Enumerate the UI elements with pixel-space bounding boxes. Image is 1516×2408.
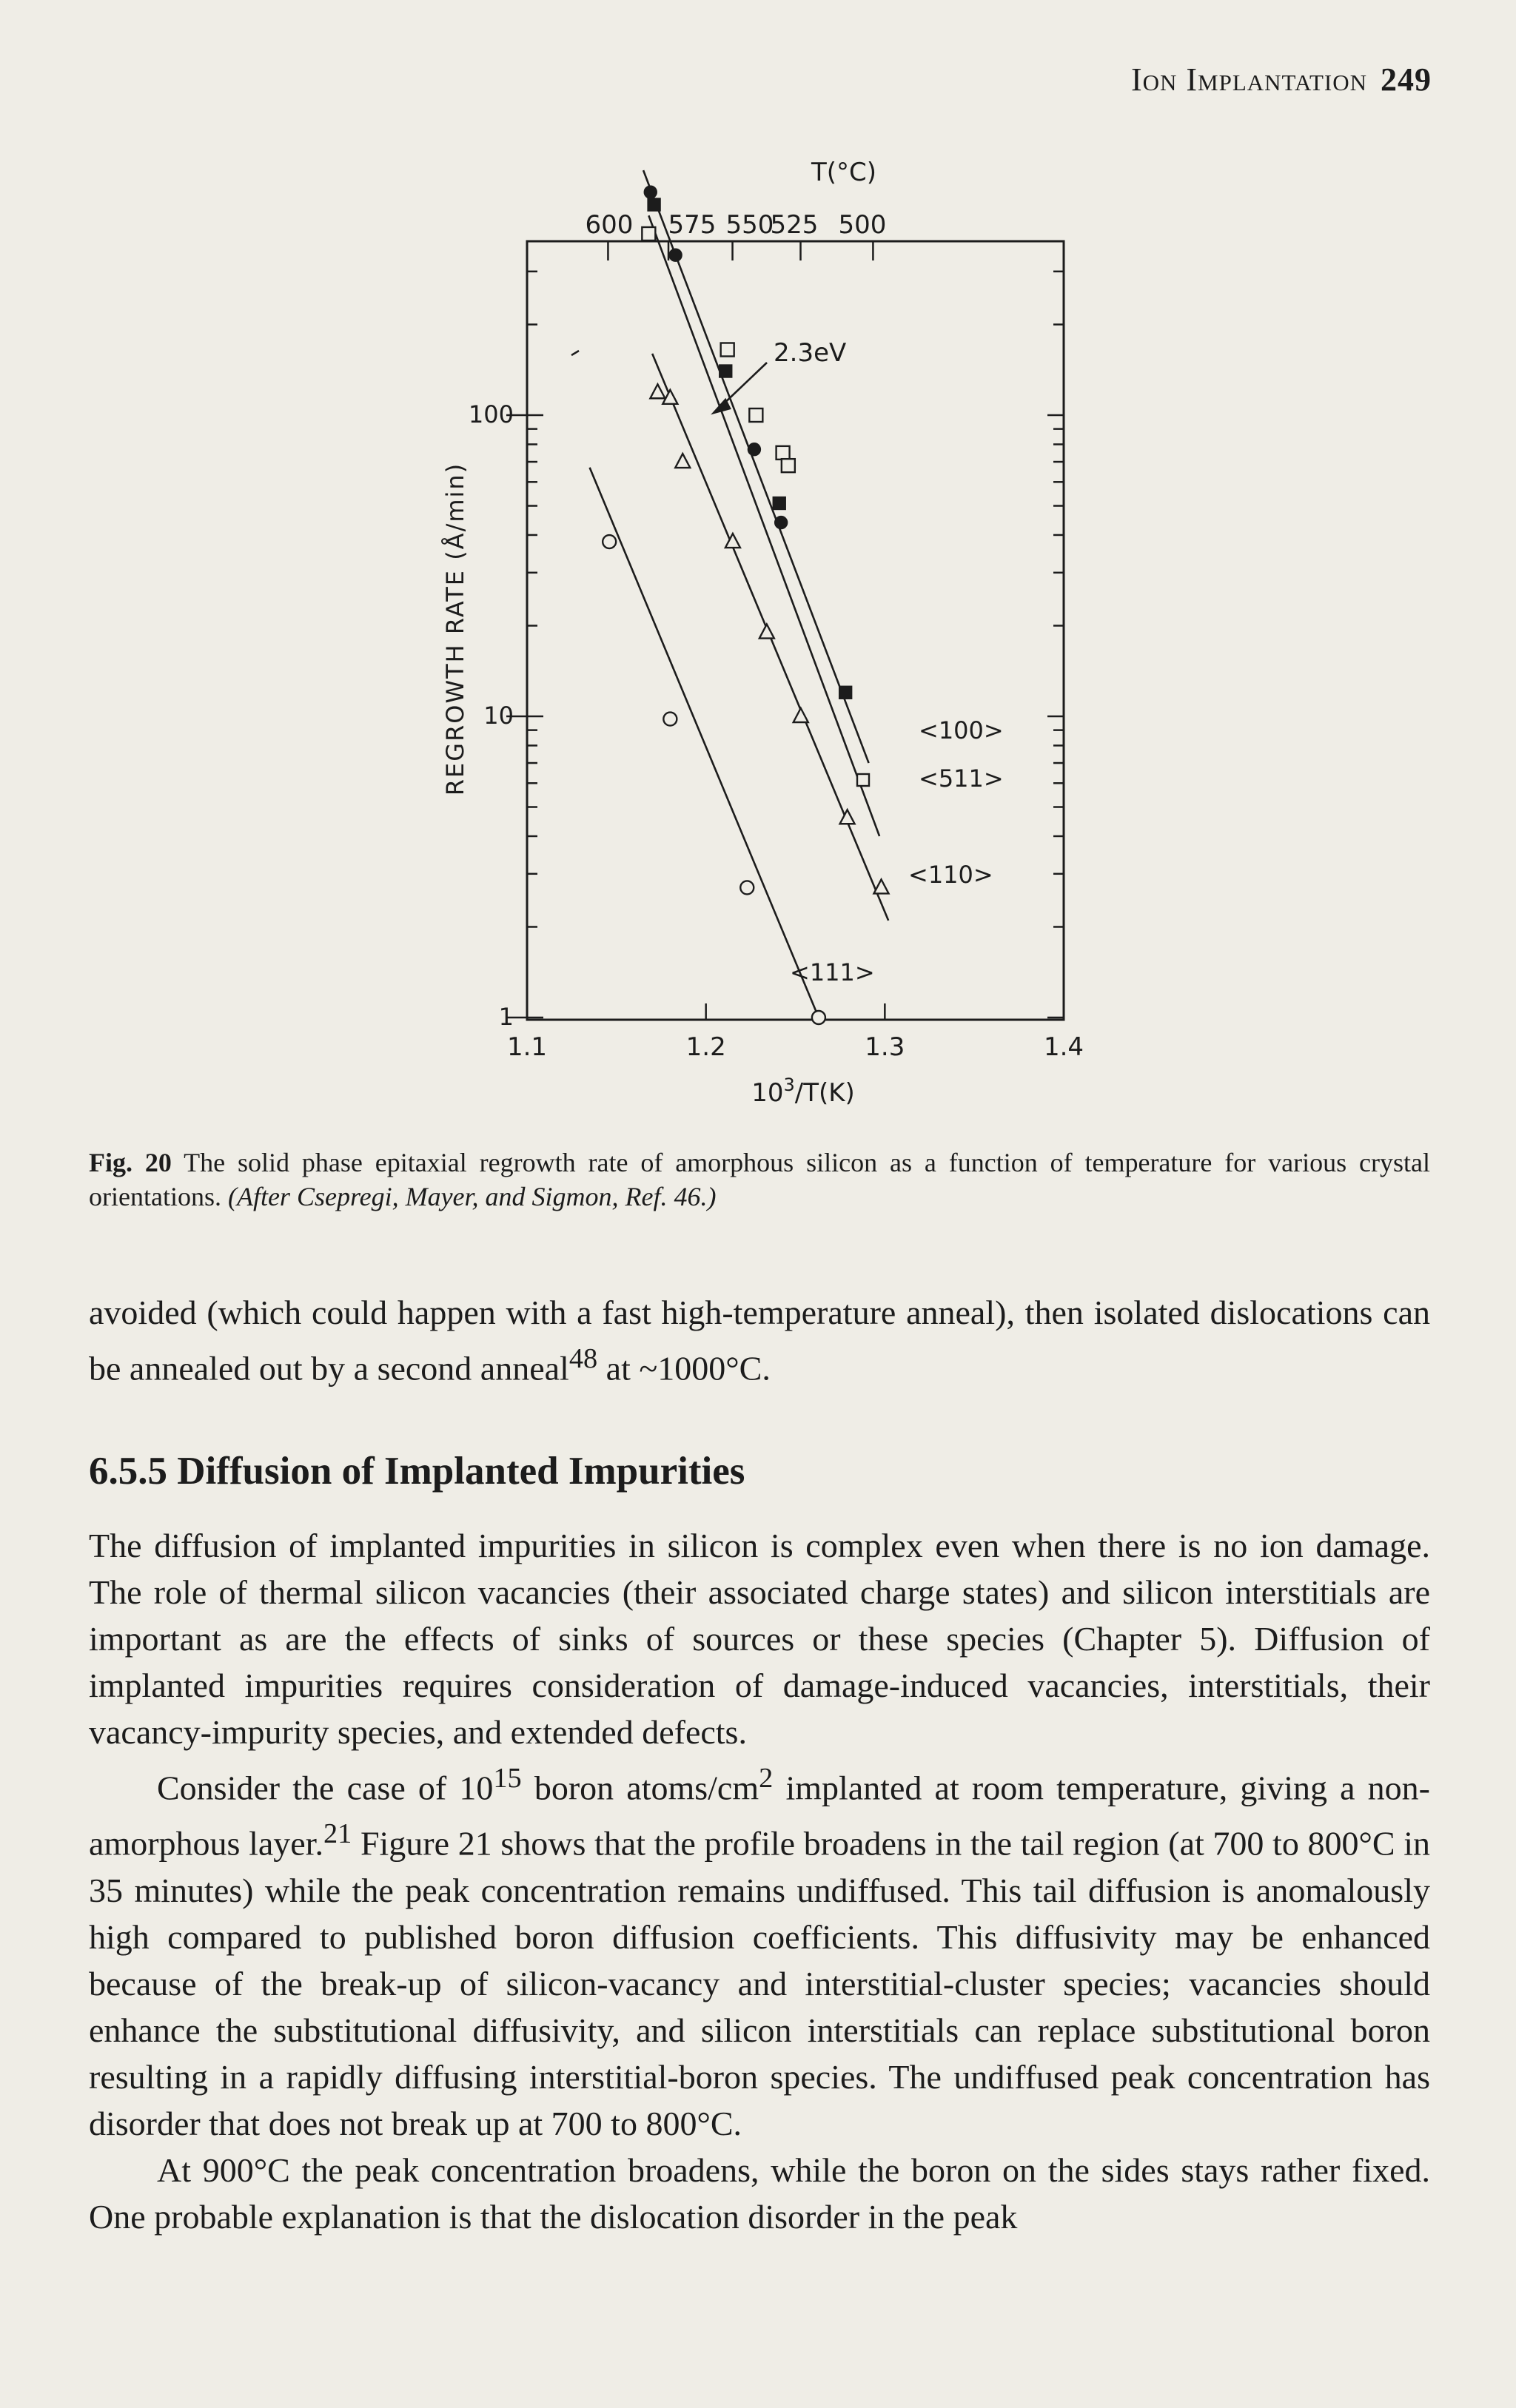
figure-label: Fig. 20 [89, 1148, 172, 1177]
para-text: avoided (which could happen with a fast high-temperature anneal), then isolated dislocations can be annealed out by a second anneal [89, 1294, 1430, 1388]
activation-energy-label: 2.3eV [774, 338, 847, 368]
series-label: <111> [790, 958, 875, 986]
data-point-triangle [675, 454, 690, 468]
paragraph [89, 1755, 1430, 2147]
data-point-filled-circle [645, 186, 657, 198]
caption-credit: (After Csepregi, Mayer, and Sigmon, Ref. 46.) [227, 1182, 717, 1211]
fit-line [648, 215, 879, 836]
data-point-circle [663, 713, 677, 726]
y-axis-label: REGROWTH RATE (Å/min) [441, 462, 469, 796]
regrowth-rate-chart [0, 0, 1516, 1140]
section-body [89, 1522, 1430, 2240]
data-point-filled-square [839, 687, 851, 699]
para-text: at ~1000°C. [597, 1349, 771, 1388]
top-tick-label: 550 [725, 210, 774, 240]
paragraph-continued [89, 1289, 1430, 1391]
data-point-triangle [840, 810, 855, 824]
data-point-circle [740, 881, 754, 894]
series-label: <100> [919, 716, 1004, 744]
x-tick-label: 1.1 [506, 1032, 548, 1062]
data-point-triangle [759, 625, 774, 639]
top-tick-label: 500 [838, 210, 887, 240]
x-axis-label: $10^3/T(K)$ [751, 1074, 855, 1108]
figure-caption [89, 1146, 1430, 1214]
data-point-square [749, 408, 762, 422]
exponent: 2 [759, 1763, 774, 1794]
x-tick-label: 1.2 [685, 1032, 726, 1062]
top-tick-label: 525 [770, 210, 819, 240]
paragraph: The diffusion of implanted impurities in silicon is complex even when there is no ion damage. The role of thermal silicon vacancies (their associated charge states) and silicon interstitials are important as are the effects of sinks of sources or these species (Chapter 5). Diffusion of implanted impurities requires consideration of damage-induced vacancies, interstitials, their vacancy-impurity species, and extended defects. [89, 1527, 1430, 1751]
section-heading: 6.5.5 Diffusion of Implanted Impurities [89, 1450, 745, 1493]
para-text: implanted at room temperature, giving a non-amorphous layer. [89, 1769, 1430, 1863]
y-tick-label: 10 [483, 702, 514, 730]
reference-number: 48 [568, 1343, 598, 1374]
y-tick-label: 100 [468, 400, 514, 428]
data-point-filled-square [774, 497, 785, 509]
para-text: Consider the case of 10 [157, 1769, 494, 1807]
top-axis-label: T(°C) [811, 158, 877, 187]
data-point-filled-circle [775, 517, 787, 528]
data-point-square [642, 227, 655, 241]
running-head-title: Ion Implantation [1130, 61, 1367, 98]
stray-mark [571, 351, 579, 355]
x-tick-label: 1.3 [865, 1032, 905, 1062]
data-point-circle [812, 1011, 825, 1024]
data-point-square [782, 459, 795, 472]
exponent: 15 [493, 1763, 522, 1794]
caption-text: The solid phase epitaxial regrowth rate of amorphous silicon as a function of temperature for various crystal orientations. [89, 1148, 1430, 1211]
top-tick-label: 575 [668, 210, 717, 240]
legend-square [857, 774, 869, 786]
data-point-square [721, 343, 734, 356]
x-tick-label: 1.4 [1043, 1032, 1084, 1062]
page-number: 249 [1381, 61, 1432, 98]
data-point-filled-square [648, 199, 660, 211]
data-point-triangle [794, 708, 808, 722]
data-point-triangle [874, 879, 889, 893]
data-point-triangle [650, 384, 665, 398]
paragraph: At 900°C the peak concentration broadens, while the boron on the sides stays rather fixed. One probable explanation is that the dislocation disorder in the peak [89, 2150, 1430, 2236]
series-label: <110> [908, 861, 993, 889]
series-label: <511> [919, 764, 1004, 793]
fit-line [590, 468, 819, 1018]
data-point-filled-circle [748, 443, 760, 455]
para-text: Figure 21 shows that the profile broadens in the tail region (at 700 to 800°C in 35 minutes) while the peak concentration remains undiffused. This tail diffusion is anomalously high compared to published boron diffusion coefficients. This diffusivity may be enhanced because of the break-up of silicon-vacancy and interstitial-cluster species; vacancies should enhance the substitutional diffusivity, and silicon interstitials can replace substitutional boron resulting in a rapidly diffusing interstitial-boron species. The undiffused peak concentration has disorder that does not break up at 700 to 800°C. [89, 1824, 1431, 2142]
data-point-circle [603, 535, 616, 548]
data-point-square [777, 446, 790, 460]
data-point-filled-circle [670, 249, 682, 261]
reference-number: 21 [323, 1818, 352, 1850]
arrow-head [714, 400, 730, 413]
top-tick-label: 600 [585, 210, 634, 240]
data-point-filled-square [720, 366, 731, 377]
para-text: boron atoms/cm [521, 1769, 759, 1807]
y-tick-label: 1 [498, 1003, 514, 1031]
